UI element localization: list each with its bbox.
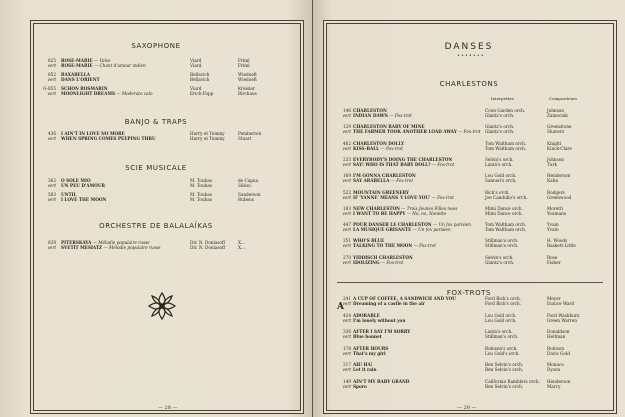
composer: H. Woods <box>547 238 568 244</box>
record-number: 149 <box>343 379 351 384</box>
record-entry <box>335 362 615 373</box>
composer: Sanderson <box>238 192 261 197</box>
record-number: 447 <box>343 222 351 228</box>
performer: Stillman's orch. <box>485 334 519 340</box>
section-title-charlestons: CHARLESTONS <box>439 80 499 88</box>
page-number: — 28 — <box>158 405 178 411</box>
record-title: KISS-BALL — Fox-trot <box>353 145 403 151</box>
alphabet-letter: A <box>337 302 344 312</box>
record-title: EVERYBODY'S DOING THE CHARLESTON <box>353 156 453 162</box>
record-label: vert <box>47 63 56 68</box>
performer: Lou Gold orch. <box>485 312 517 318</box>
record-title: MOONLIGHT DREAMS — Moderato calo <box>61 91 153 96</box>
record-label: vert <box>342 243 351 249</box>
record-number: 462 <box>343 140 351 146</box>
composer: Yvain <box>547 222 559 228</box>
composer: Kahn <box>547 178 559 184</box>
record-title: That's my girl <box>353 350 386 356</box>
section-title-foxtrots: FOX-TROTS <box>446 289 492 297</box>
left-page <box>0 0 312 417</box>
composer: de Capua <box>238 178 259 183</box>
performer: M. Toubas <box>190 197 212 202</box>
record-title: IDOLIZING — Fox-trot <box>353 259 404 265</box>
column-header-compositeurs: Compositeurs <box>549 96 578 101</box>
composer: Youmans <box>547 210 566 216</box>
composer: Silésu <box>238 183 251 188</box>
record-number: 522 <box>343 189 351 195</box>
performer: Erich-Fopp <box>190 91 214 96</box>
record-title: CHARLESTON <box>353 108 387 113</box>
performer: Stillman's orch. <box>485 238 519 244</box>
record-label: vert <box>47 183 56 188</box>
record-entry <box>335 346 615 357</box>
record-title: DANS L'ORIENT <box>61 77 100 82</box>
composer: Wiedoeft <box>238 72 257 77</box>
record-title: POUR DANSER LE CHARLESTON — Un fox parisien <box>353 222 471 228</box>
record-entry <box>335 108 615 119</box>
record-label: vert <box>342 227 351 233</box>
record-title: SVETIT MESIATZ — Mélodie populaire russe <box>61 245 161 250</box>
performer: Tom Waltham orch. <box>485 145 527 151</box>
performer: Dir. N. Doniasoff <box>190 245 226 250</box>
column-header-interpretes: Interprètes <box>491 96 514 101</box>
performer: Samuel's orch. <box>485 178 517 184</box>
record-entry <box>335 173 615 184</box>
record-number: 217 <box>343 362 351 368</box>
performer: Dir. N. Doniasoff <box>190 240 226 245</box>
record-number: 178 <box>343 345 351 351</box>
record-label: vert <box>342 194 351 200</box>
record-entry <box>335 255 615 266</box>
record-number: 336 <box>343 329 351 335</box>
flower-ornament-icon <box>146 290 178 322</box>
record-entry <box>335 313 615 324</box>
record-label: vert <box>47 77 56 82</box>
record-label: vert <box>342 178 351 184</box>
composer: Kinck-Clare <box>547 145 572 151</box>
performer: Bellavich <box>190 72 210 77</box>
record-number: 829 <box>48 240 56 245</box>
composer: Robison <box>547 345 565 351</box>
performer: Selvin's orch. <box>485 156 514 162</box>
record-entry <box>335 296 615 307</box>
record-title: INDIAN DAWN — Fox-trot <box>353 113 412 118</box>
record-title: CHARLESTON DOLLY <box>353 140 405 146</box>
record-title: LA MUSIQUE GRISANTE — Un fox parisien <box>353 227 451 233</box>
record-entry <box>40 178 295 189</box>
performer: M. Toubas <box>190 178 212 183</box>
composer: X... <box>238 240 245 245</box>
record-label: vert <box>342 113 351 118</box>
performer: Lanin's orch. <box>485 161 513 167</box>
record-number: 183 <box>343 205 351 211</box>
performer: Glantz's orch. <box>485 124 515 130</box>
record-number: 503 <box>48 192 56 197</box>
record-label: vert <box>342 145 351 151</box>
composer: Donaldson <box>547 329 570 335</box>
performer: Selvin's orch. <box>485 254 514 260</box>
performer: Tom Waltham orch. <box>485 227 527 233</box>
record-number: 169 <box>343 173 351 179</box>
performer: Lanin's orch. <box>485 329 513 335</box>
performer: Mimi Dance orch. <box>485 205 523 211</box>
performer: Stillman's orch. <box>485 243 519 249</box>
performer: Lou Gold orch. <box>485 317 517 323</box>
record-title: UNTIL <box>61 192 77 197</box>
record-title: Let it rain <box>353 367 377 373</box>
record-title: I WANT TO BE HAPPY — No, no, Nanette <box>353 210 447 216</box>
performer: Ford Bick's orch. <box>485 301 522 306</box>
composer: Marcy <box>547 384 561 389</box>
record-title: THE FARMER TOOK ANOTHER LOAD AWAY — Fox-trot <box>353 129 481 135</box>
record-title: O SOLE MIO <box>61 178 91 183</box>
composer: Fisher <box>547 259 561 265</box>
composer: Friml <box>238 63 250 68</box>
record-title: AFTER HOURS <box>353 345 389 351</box>
composer: Wiedoeft <box>238 77 257 82</box>
composer: Greenwood <box>547 194 572 200</box>
performer: Glantz's orch. <box>485 113 515 118</box>
record-entry <box>40 131 295 142</box>
page-title: DANSES <box>444 42 494 52</box>
performer: Viard <box>190 58 202 63</box>
record-title: YIDDISCH CHARLESTON <box>353 254 413 260</box>
record-title: UN PEU D'AMOUR <box>61 183 105 188</box>
record-number: 825 <box>48 58 56 63</box>
record-number: 146 <box>343 108 351 113</box>
composer: Kreisler <box>238 86 255 91</box>
performer: Ben Selvin's orch. <box>485 362 524 368</box>
record-label: vert <box>342 301 351 306</box>
record-title: Dreaming of a castle in the air <box>353 301 425 306</box>
performer: Robison's orch. <box>485 345 518 351</box>
composer: Turk <box>547 161 558 167</box>
record-number: 270 <box>343 254 351 260</box>
performer: Bick's orch. <box>485 189 510 195</box>
record-title: SAY ARABELLA — Fox-trot <box>353 178 413 184</box>
composer: Moretti <box>547 205 563 211</box>
composer: Knight <box>547 140 562 146</box>
record-entry <box>335 329 615 340</box>
performer: M. Toubas <box>190 192 212 197</box>
record-title: I'm lonely without you <box>353 317 406 323</box>
performer: Tom Waltham orch. <box>485 222 527 228</box>
performer: Lou Gold orch. <box>485 173 517 179</box>
record-label: vert <box>47 136 56 141</box>
page-number: — 29 — <box>457 405 477 411</box>
record-title: CHARLESTON BABY OF MINE <box>353 124 425 130</box>
record-entry <box>335 157 615 168</box>
composer: Monaco <box>547 362 564 368</box>
section-divider <box>337 282 603 283</box>
composer: Zamecnik <box>547 113 568 118</box>
record-title: ADORABLE <box>353 312 380 318</box>
record-number: 233 <box>343 156 351 162</box>
record-title: AFTER I SAY I'M SORRY <box>353 329 411 335</box>
record-title: WHEN SPRING COMES PEEPING THRU <box>61 136 156 141</box>
composer: Henderson <box>547 173 571 179</box>
performer: California Ramblers orch. <box>485 379 540 384</box>
composer: Birchaus <box>238 91 257 96</box>
performer: Coon Garden orch. <box>485 108 526 113</box>
record-entry <box>335 379 615 390</box>
composer: Green Warren <box>547 317 577 323</box>
performer: Mimi Dance orch. <box>485 210 523 216</box>
record-label: vert <box>342 350 351 356</box>
record-entry <box>335 190 615 201</box>
composer: Pemberton <box>238 131 262 136</box>
record-title: MOUNTAIN GREENERY <box>353 189 409 195</box>
record-number: 351 <box>343 238 351 244</box>
record-title: I AIN'T IN LOVE NO MORE <box>61 131 125 136</box>
performer: Ford Bick's orch. <box>485 296 522 301</box>
record-entry <box>40 72 295 83</box>
record-number: 436 <box>48 131 56 136</box>
record-label: vert <box>342 129 351 135</box>
performer: Joe Candullo's orch. <box>485 194 528 200</box>
record-number: 852 <box>48 72 56 77</box>
performer: Viard <box>190 86 202 91</box>
record-number: 424 <box>343 312 351 318</box>
record-title: I LOVE THE MOON <box>61 197 107 202</box>
composer: X... <box>238 245 245 250</box>
record-label: vert <box>342 367 351 373</box>
section-title: SCIE MUSICALE <box>125 164 187 172</box>
record-title: ROSE-MARIE — Valse <box>61 58 111 63</box>
performer: Glantz's orch. <box>485 259 515 265</box>
composer: Rose <box>547 254 558 260</box>
performer: Glantz's orch. <box>485 129 515 135</box>
record-title: WHO'S BLUE <box>353 238 385 244</box>
record-title: ROSE-MARIE — Chant d'amour indien <box>61 63 146 68</box>
performer: M. Toubas <box>190 183 212 188</box>
record-title: AH! HA! <box>353 362 373 368</box>
record-title: BAXABELLA <box>61 72 91 77</box>
record-entry <box>40 86 295 97</box>
composer: Davis Gold <box>547 350 570 356</box>
composer: Johnson <box>547 108 564 113</box>
record-entry <box>335 238 615 249</box>
performer: Harry et Tommy <box>190 131 225 136</box>
performer: Harry et Tommy <box>190 136 225 141</box>
record-label: vert <box>47 245 56 250</box>
composer: Heltman <box>547 334 566 340</box>
record-entry <box>335 206 615 217</box>
record-label: vert <box>342 210 351 216</box>
performer: Tom Waltham orch. <box>485 140 527 146</box>
record-label: vert <box>342 161 351 167</box>
title-divider: ••••••• <box>457 53 485 59</box>
record-number: 129 <box>343 124 351 130</box>
record-entry <box>40 192 295 203</box>
record-title: SAY! WHO IS THAT BABY DOLL? — Fox-trot <box>353 161 455 167</box>
record-title: Blue bonnet <box>353 334 382 340</box>
record-label: vert <box>342 384 351 389</box>
section-title: SAXOPHONE <box>131 42 181 50</box>
record-entry <box>335 124 615 135</box>
composer: Friml <box>238 58 250 63</box>
composer: Ford Washburn <box>547 312 580 318</box>
performer: Viard <box>190 63 202 68</box>
composer: Greenstone <box>547 124 572 130</box>
record-title: A CUP OF COFFEE, A SANDWICH AND YOU <box>353 296 456 301</box>
record-entry <box>335 222 615 233</box>
record-title: SCHON ROSMARIN <box>61 86 108 91</box>
record-title: PITERSKAYA — Mélodie populaire russe <box>61 240 150 245</box>
performer: Ben Selvin's orch. <box>485 367 524 373</box>
composer: Dyson <box>547 367 561 373</box>
performer: Lou Gold's orch. <box>485 350 520 356</box>
record-title: I'M GONNA CHARLESTON <box>353 173 416 179</box>
record-label: vert <box>342 259 351 265</box>
composer: Stuart <box>238 136 252 141</box>
composer: Shavers <box>547 129 565 135</box>
record-title: NEW CHARLESTON — Trois Jeunes Filles nues <box>353 205 458 211</box>
composer: Baskett-Little <box>547 243 576 249</box>
record-entry <box>40 58 295 69</box>
performer: Ben Selvin's orch. <box>485 384 524 389</box>
composer: Johnson <box>547 156 564 162</box>
record-label: vert <box>342 317 351 323</box>
record-label: vert <box>47 197 56 202</box>
composer: Rubens <box>238 197 254 202</box>
record-number: 362 <box>48 178 56 183</box>
record-title: TALKING TO THE MOON — Fox-trot <box>353 243 436 249</box>
performer: Bellavich <box>190 77 210 82</box>
composer: Yvain <box>547 227 559 233</box>
section-title: BANJO & TRAPS <box>124 118 188 126</box>
composer: Rodgers <box>547 189 565 195</box>
right-page <box>313 0 625 417</box>
composer: Eunice Ward <box>547 301 575 306</box>
record-label: vert <box>342 334 351 340</box>
record-label: vert <box>47 91 56 96</box>
record-number: 241 <box>343 296 351 301</box>
record-title: IF 'YANNE' MEANS 'I LOVE YOU' — Fox-trot <box>353 194 454 200</box>
record-entry <box>335 141 615 152</box>
composer: Henderson <box>547 379 571 384</box>
composer: Meyer <box>547 296 561 301</box>
record-title: Sporo <box>353 384 367 389</box>
record-title: AIN'T MY BABY GRAND <box>353 379 410 384</box>
section-title: ORCHESTRE DE BALALAÏKAS <box>99 222 213 230</box>
record-number: G-855 <box>43 86 56 91</box>
record-entry <box>40 240 295 251</box>
